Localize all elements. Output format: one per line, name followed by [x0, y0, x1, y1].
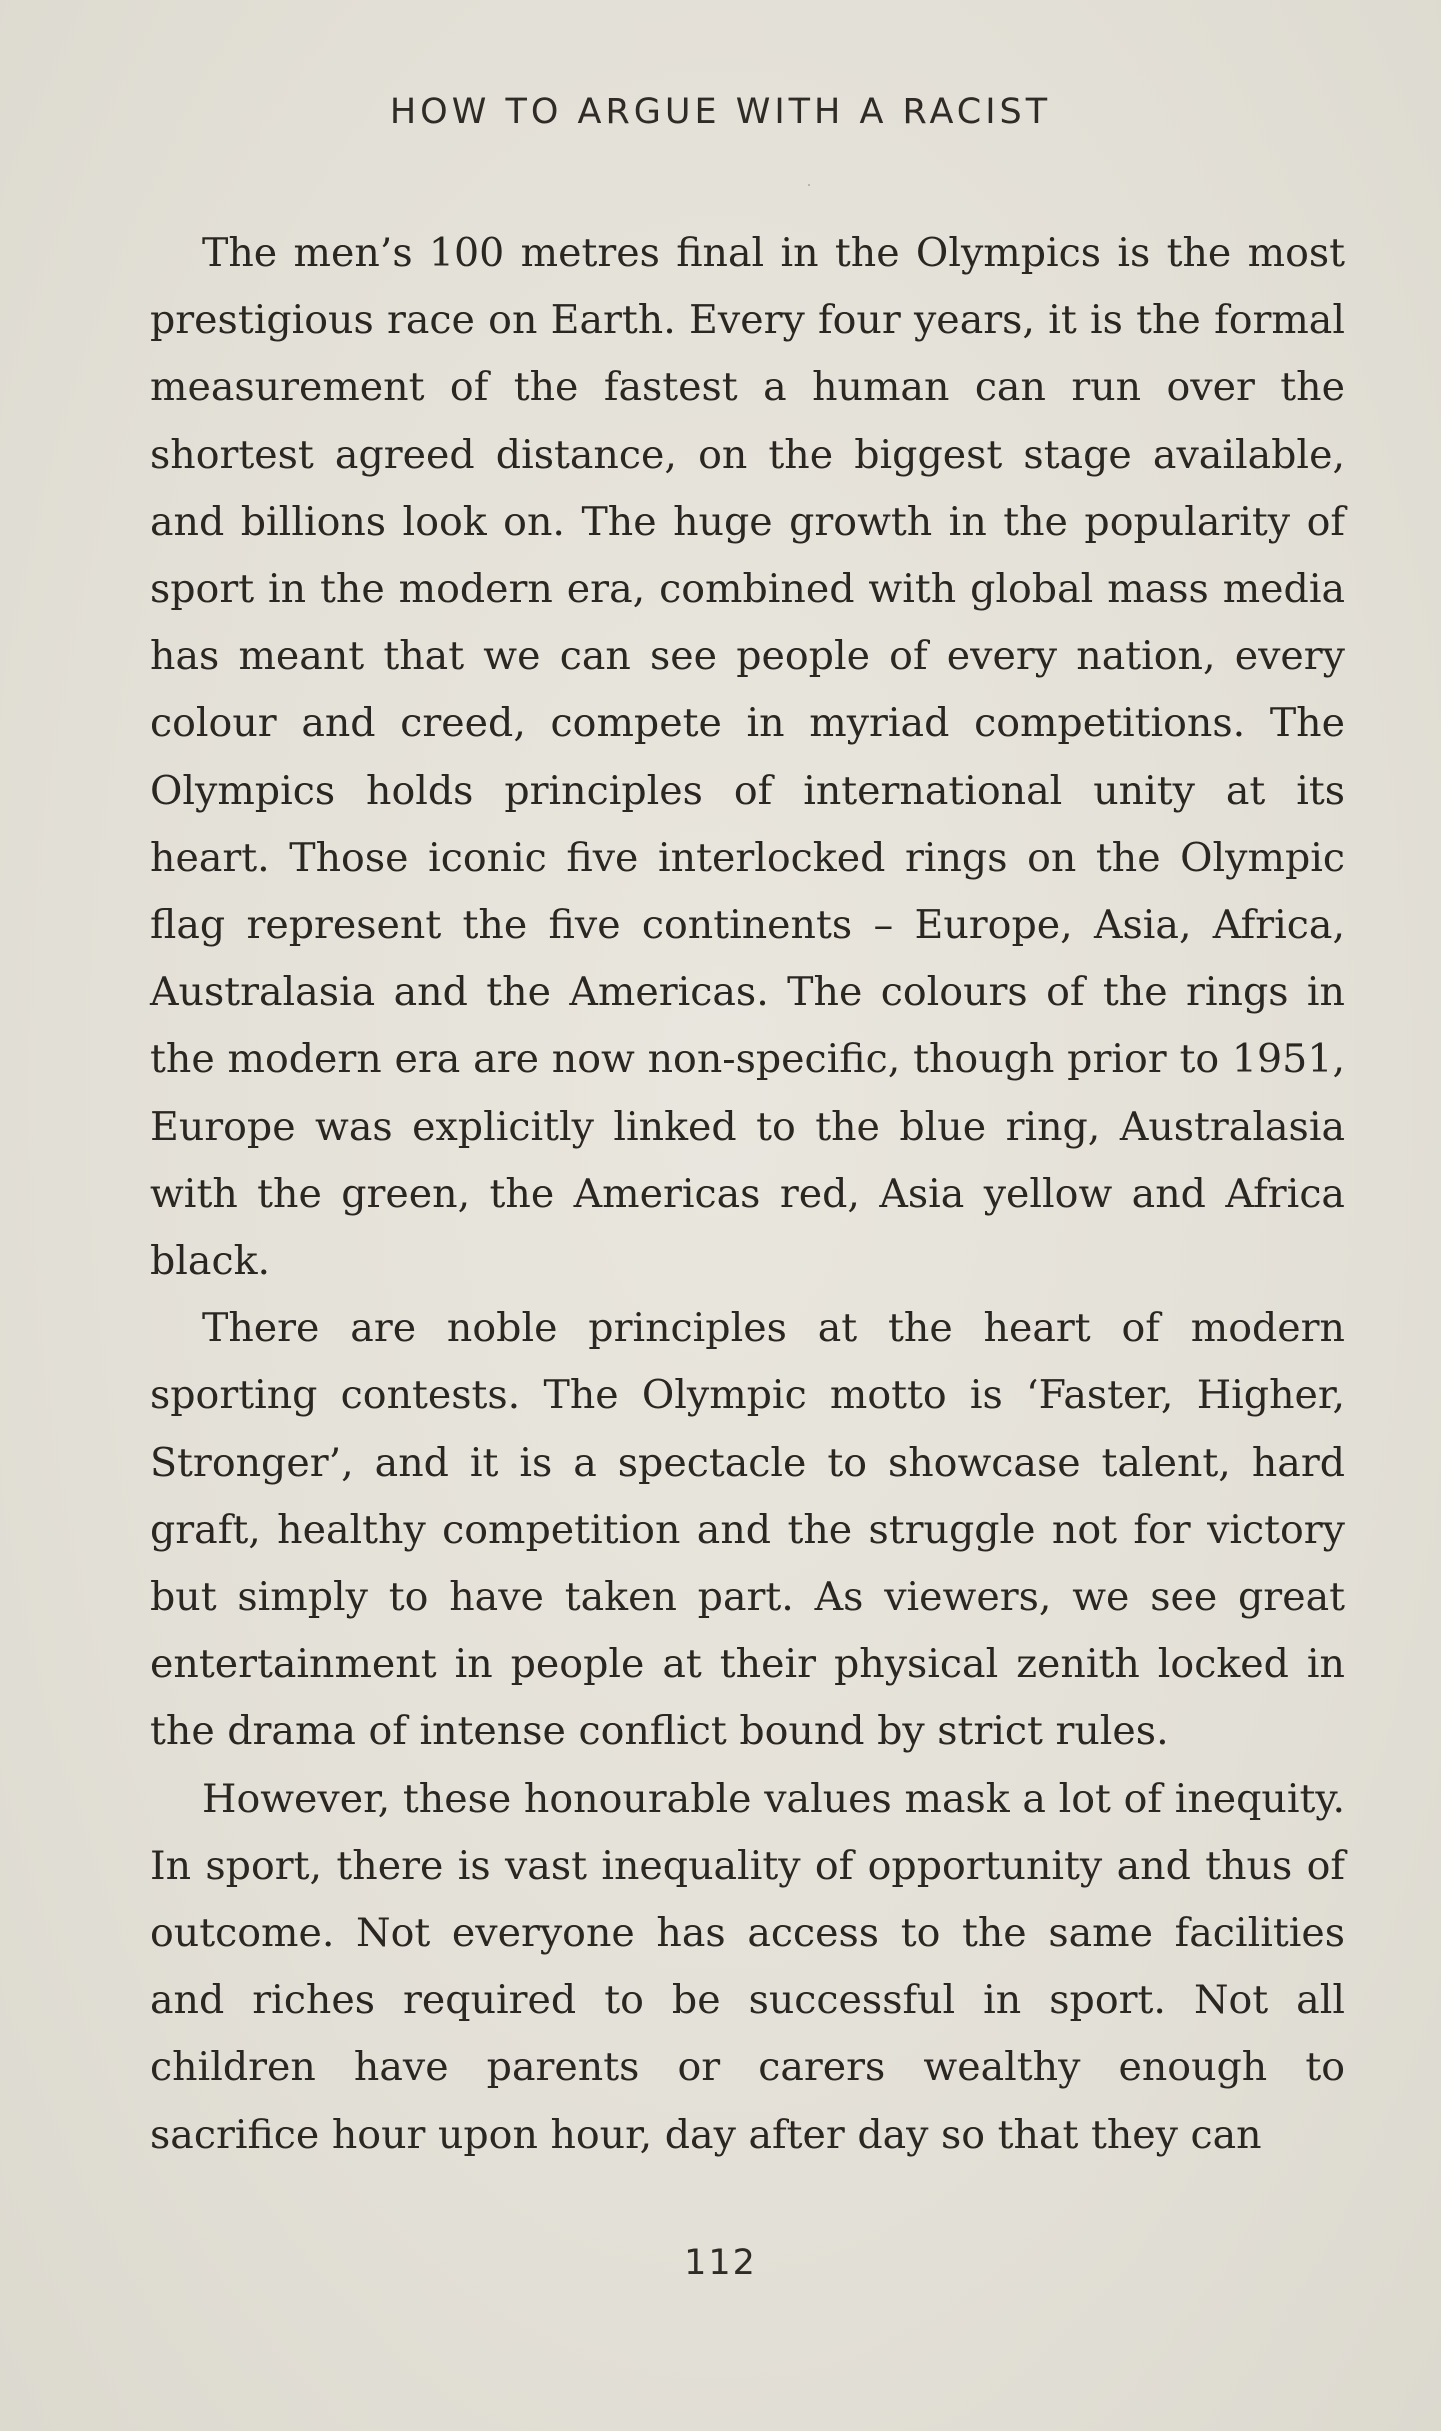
paragraph-1: The men’s 100 metres final in the Olympics is the most prestigious race on Earth. Every four years, it is the formal measurement of the fastest a human can run over the shortest agreed distance, on the biggest stage available, and billions look on. The huge growth in the popularity of sport in the modern era, combined with global mass media has meant that we can see people of every nation, every colour and creed, compete in myriad competitions. The Olympics holds principles of international unity at its heart. Those iconic five interlocked rings on the Olympic flag represent the five continents – Europe, Asia, Africa, Australasia and the Americas. The colours of the rings in the modern era are now non-specific, though prior to 1951, Europe was explicitly linked to the blue ring, Australasia with the green, the Americas red, Asia yellow and Africa black. [150, 230, 1345, 1285]
paragraph-3: However, these honourable values mask a lot of inequity. In sport, there is vast inequality of opportunity and thus of outcome. Not everyone has access to the same facilities and riches required to be successful in sport. Not all children have parents or carers wealthy enough to sacrifice hour upon hour, day after day so that they can [150, 1775, 1345, 2158]
page-number: 112 [684, 2243, 757, 2283]
body-text [150, 220, 1345, 2169]
print-speck [808, 184, 810, 186]
paragraph-2: There are noble principles at the heart of modern sporting contests. The Olympic motto is ‘Faster, Higher, Stronger’, and it is a spectacle to showcase talent, hard graft, healthy competition and the struggle not for victory but simply to have taken part. As viewers, we see great entertainment in people at their physical zenith locked in the drama of intense conflict bound by strict rules. [150, 1305, 1345, 1755]
running-head: HOW TO ARGUE WITH A RACIST [389, 92, 1052, 132]
